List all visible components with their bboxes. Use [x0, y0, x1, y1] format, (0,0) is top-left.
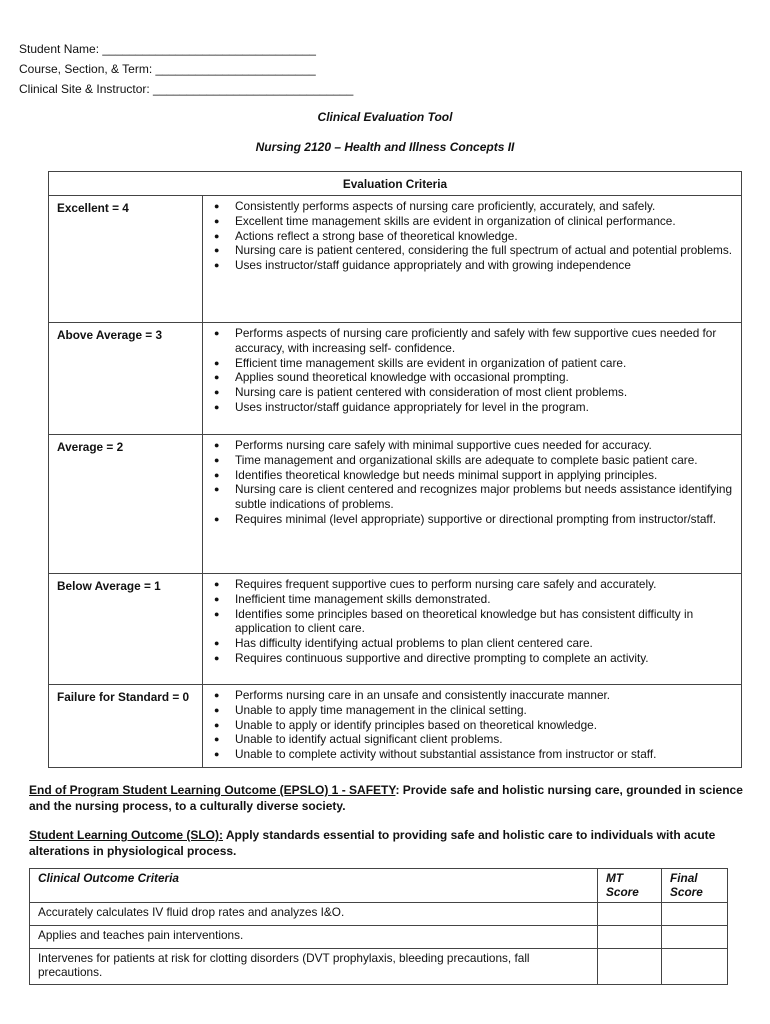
- slo-label: Student Learning Outcome (SLO):: [29, 828, 223, 842]
- mt-score-header: MT Score: [598, 869, 662, 903]
- epslo-statement: [29, 782, 744, 814]
- course-field[interactable]: Course, Section, & Term: ________________________: [19, 62, 316, 76]
- slo-statement: [29, 827, 744, 859]
- criteria-column-header: Clinical Outcome Criteria: [30, 869, 598, 903]
- criteria-item: ● Requires minimal (level appropriate) supportive or directional prompting from instructor/staff.: [235, 512, 737, 527]
- level-description: [203, 435, 742, 574]
- criteria-item: ● Nursing care is client centered and recognizes major problems but needs assistance identifying subtle indications of problems.: [235, 482, 737, 512]
- level-description: [203, 685, 742, 768]
- level-description: [203, 196, 742, 323]
- criteria-row-excellent: [49, 196, 742, 323]
- outcome-criterion: Intervenes for patients at risk for clotting disorders (DVT prophylaxis, bleeding precautions, fall precautions.: [30, 949, 598, 985]
- clinical-outcome-score-table: [29, 868, 728, 985]
- epslo-label: End of Program Student Learning Outcome (EPSLO) 1 - SAFETY: [29, 783, 396, 797]
- criteria-item: ● Time management and organizational skills are adequate to complete basic patient care.: [235, 453, 737, 468]
- final-score-header: Final Score: [662, 869, 728, 903]
- epslo-text: : Provide safe and holistic nursing care, grounded in science and the nursing process, to a culturally diverse society.: [29, 783, 743, 813]
- table-row: [30, 949, 728, 985]
- table-row: [30, 926, 728, 949]
- outcome-criterion: Applies and teaches pain interventions.: [30, 926, 598, 949]
- criteria-row-average: [49, 435, 742, 574]
- criteria-row-failure: [49, 685, 742, 768]
- criteria-item: ● Unable to apply time management in the clinical setting.: [235, 703, 737, 718]
- criteria-row-below-average: [49, 574, 742, 685]
- criteria-item: ● Nursing care is patient centered with consideration of most client problems.: [235, 385, 737, 400]
- final-score-cell[interactable]: [662, 949, 728, 985]
- level-label: Excellent = 4: [49, 196, 203, 323]
- level-description: [203, 323, 742, 435]
- mt-score-cell[interactable]: [598, 949, 662, 985]
- criteria-item: ● Identifies some principles based on theoretical knowledge but has consistent difficulty in application to client care.: [235, 607, 737, 637]
- level-description: [203, 574, 742, 685]
- clinical-site-field[interactable]: Clinical Site & Instructor: ______________________________: [19, 82, 354, 96]
- criteria-item: ● Applies sound theoretical knowledge with occasional prompting.: [235, 370, 737, 385]
- criteria-item: ● Unable to apply or identify principles based on theoretical knowledge.: [235, 718, 737, 733]
- criteria-item: ● Uses instructor/staff guidance appropriately and with growing independence: [235, 258, 737, 273]
- evaluation-criteria-heading: Evaluation Criteria: [49, 172, 742, 196]
- document-subtitle: Nursing 2120 – Health and Illness Concepts II: [255, 140, 515, 154]
- criteria-item: ● Actions reflect a strong base of theoretical knowledge.: [235, 229, 737, 244]
- criteria-item: ● Performs nursing care in an unsafe and consistently inaccurate manner.: [235, 688, 737, 703]
- criteria-item: ● Requires continuous supportive and directive prompting to complete an activity.: [235, 651, 737, 666]
- criteria-item: ● Requires frequent supportive cues to perform nursing care safely and accurately.: [235, 577, 737, 592]
- level-label: Failure for Standard = 0: [49, 685, 203, 768]
- criteria-item: ● Inefficient time management skills demonstrated.: [235, 592, 737, 607]
- criteria-item: ● Unable to identify actual significant client problems.: [235, 732, 737, 747]
- criteria-row-above-average: [49, 323, 742, 435]
- criteria-item: ● Consistently performs aspects of nursing care proficiently, accurately, and safely.: [235, 199, 737, 214]
- level-label: Below Average = 1: [49, 574, 203, 685]
- table-row: [30, 903, 728, 926]
- slo-text: Apply standards essential to providing safe and holistic care to individuals with acute alterations in physiological process.: [29, 828, 716, 858]
- criteria-item: ● Performs aspects of nursing care proficiently and safely with few supportive cues needed for accuracy, with increasing self- confidence.: [235, 326, 737, 356]
- criteria-item: ● Efficient time management skills are evident in organization of patient care.: [235, 356, 737, 371]
- evaluation-criteria-table: [48, 171, 742, 768]
- score-header-row: [30, 869, 728, 903]
- student-name-field[interactable]: Student Name: ________________________________: [19, 42, 316, 56]
- outcome-criterion: Accurately calculates IV fluid drop rates and analyzes I&O.: [30, 903, 598, 926]
- mt-score-cell[interactable]: [598, 903, 662, 926]
- mt-score-cell[interactable]: [598, 926, 662, 949]
- final-score-cell[interactable]: [662, 926, 728, 949]
- criteria-item: ● Unable to complete activity without substantial assistance from instructor or staff.: [235, 747, 737, 762]
- final-score-cell[interactable]: [662, 903, 728, 926]
- level-label: Average = 2: [49, 435, 203, 574]
- criteria-item: ● Nursing care is patient centered, considering the full spectrum of actual and potential problems.: [235, 243, 737, 258]
- criteria-item: ● Has difficulty identifying actual problems to plan client centered care.: [235, 636, 737, 651]
- criteria-item: ● Uses instructor/staff guidance appropriately for level in the program.: [235, 400, 737, 415]
- criteria-item: ● Identifies theoretical knowledge but needs minimal support in applying principles.: [235, 468, 737, 483]
- criteria-item: ● Excellent time management skills are evident in organization of clinical performance.: [235, 214, 737, 229]
- criteria-item: ● Performs nursing care safely with minimal supportive cues needed for accuracy.: [235, 438, 737, 453]
- document-title: Clinical Evaluation Tool: [317, 110, 453, 124]
- level-label: Above Average = 3: [49, 323, 203, 435]
